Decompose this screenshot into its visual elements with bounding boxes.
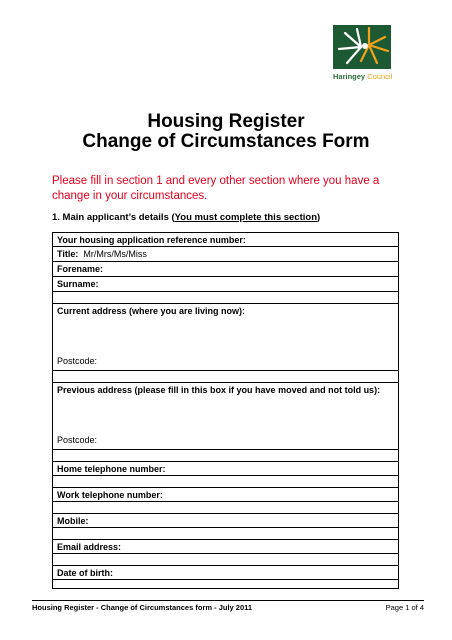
- spacer: [52, 554, 399, 565]
- section-1-heading-required: You must complete this section: [174, 212, 318, 223]
- title-label: [57, 249, 147, 259]
- dob-label: Date of birth:: [57, 568, 113, 578]
- current-address-field[interactable]: [52, 303, 399, 371]
- footer-divider: [32, 600, 424, 601]
- previous-address-label: Previous address (please fill in this box if you have moved and not told us):: [57, 385, 381, 395]
- mobile-field[interactable]: [52, 513, 399, 528]
- work-phone-label: Work telephone number:: [57, 490, 163, 500]
- spacer: [52, 371, 399, 382]
- logo-word-haringey: Haringey: [333, 72, 366, 81]
- home-phone-field[interactable]: [52, 461, 399, 476]
- footer-page-number: Page 1 of 4: [385, 603, 424, 612]
- document-title-line1: Housing Register: [147, 111, 305, 132]
- document-title-line2: Change of Circumstances Form: [82, 131, 370, 152]
- email-label: Email address:: [57, 542, 122, 552]
- section-1-heading: [52, 212, 320, 223]
- home-phone-label: Home telephone number:: [57, 464, 166, 474]
- spacer: [52, 528, 399, 539]
- applicant-details-form: [52, 232, 399, 589]
- spacer: [52, 450, 399, 461]
- section-1-heading-prefix: 1. Main applicant’s details (: [52, 212, 175, 223]
- title-label-text: Title:: [57, 249, 79, 259]
- surname-field[interactable]: [52, 277, 399, 292]
- spacer: [52, 292, 399, 303]
- surname-label: Surname:: [57, 279, 99, 289]
- mobile-label: Mobile:: [57, 516, 89, 526]
- logo-star-emblem: [333, 25, 391, 69]
- dob-field[interactable]: [52, 565, 399, 580]
- reference-number-field[interactable]: [52, 232, 399, 247]
- haringey-council-logo: [333, 25, 425, 85]
- spacer: [52, 502, 399, 513]
- title-field[interactable]: [52, 247, 399, 262]
- logo-wordmark: [333, 72, 392, 81]
- spacer: [52, 580, 399, 589]
- title-options: Mr/Mrs/Ms/Miss: [83, 249, 147, 259]
- section-1-heading-suffix: ): [317, 212, 321, 223]
- current-address-label: Current address (where you are living now):: [57, 306, 246, 316]
- reference-number-label: Your housing application reference number:: [57, 235, 246, 245]
- previous-address-field[interactable]: [52, 382, 399, 450]
- work-phone-field[interactable]: [52, 487, 399, 502]
- spacer: [52, 476, 399, 487]
- email-field[interactable]: [52, 539, 399, 554]
- previous-postcode-label: Postcode:: [57, 435, 98, 445]
- instruction-text: Please fill in section 1 and every other section where you have a change in your circumstances.: [52, 175, 380, 202]
- logo-word-council: Council: [367, 72, 393, 81]
- forename-label: Forename:: [57, 264, 104, 274]
- footer-document-name: Housing Register - Change of Circumstances form - July 2011: [32, 603, 253, 612]
- current-postcode-label: Postcode:: [57, 356, 98, 366]
- forename-field[interactable]: [52, 262, 399, 277]
